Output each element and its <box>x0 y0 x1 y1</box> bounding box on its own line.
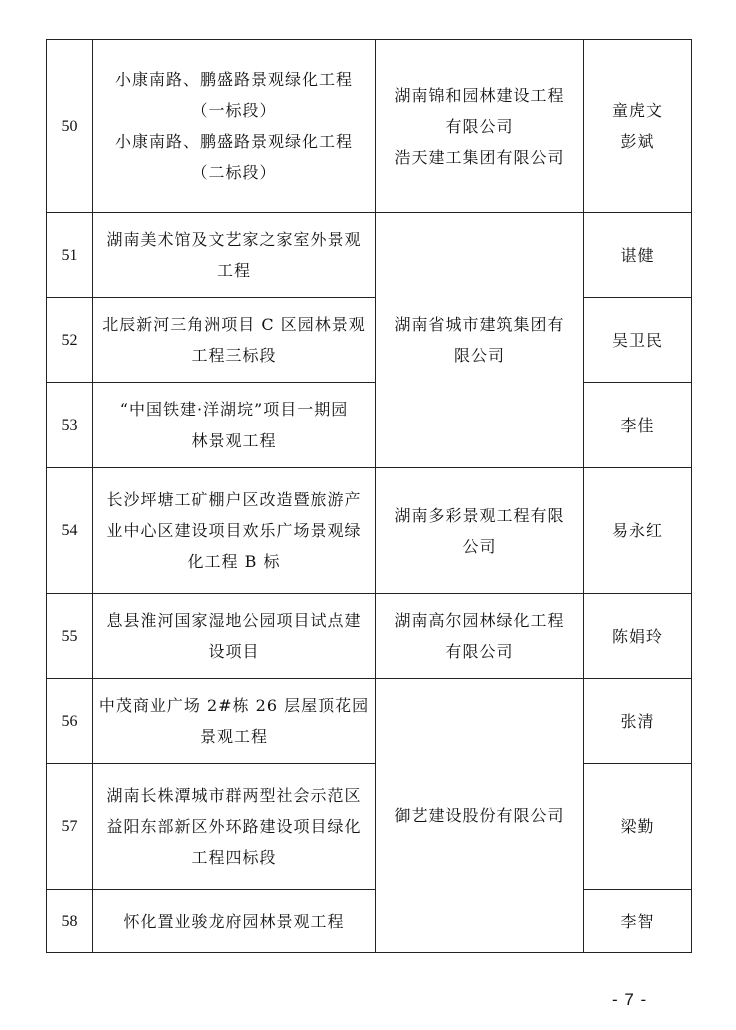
person-name: 张清 <box>584 679 692 764</box>
person-name: 童虎文 彭斌 <box>584 40 692 213</box>
table-row <box>47 764 692 890</box>
company-name: 湖南省城市建筑集团有 限公司 <box>376 213 584 468</box>
person-name: 吴卫民 <box>584 298 692 383</box>
person-name: 易永红 <box>584 468 692 594</box>
table-row <box>47 383 692 468</box>
project-name: 中茂商业广场 2#栋 26 层屋顶花园 景观工程 <box>93 679 376 764</box>
project-name: 长沙坪塘工矿棚户区改造暨旅游产 业中心区建设项目欢乐广场景观绿 化工程 B 标 <box>93 468 376 594</box>
project-name: “中国铁建·洋湖垸”项目一期园 林景观工程 <box>93 383 376 468</box>
person-name: 梁勤 <box>584 764 692 890</box>
company-name: 御艺建设股份有限公司 <box>376 679 584 953</box>
row-number: 52 <box>47 298 93 383</box>
award-table <box>46 39 692 953</box>
project-name: 北辰新河三角洲项目 C 区园林景观 工程三标段 <box>93 298 376 383</box>
person-name: 陈娟玲 <box>584 594 692 679</box>
company-name: 湖南高尔园林绿化工程 有限公司 <box>376 594 584 679</box>
project-name: 息县淮河国家湿地公园项目试点建 设项目 <box>93 594 376 679</box>
table-row <box>47 890 692 953</box>
table-row <box>47 213 692 298</box>
row-number: 53 <box>47 383 93 468</box>
project-name: 怀化置业骏龙府园林景观工程 <box>93 890 376 953</box>
person-name: 谌健 <box>584 213 692 298</box>
row-number: 54 <box>47 468 93 594</box>
project-name: 小康南路、鹏盛路景观绿化工程 （一标段） 小康南路、鹏盛路景观绿化工程 （二标段） <box>93 40 376 213</box>
row-number: 56 <box>47 679 93 764</box>
company-name: 湖南锦和园林建设工程 有限公司 浩天建工集团有限公司 <box>376 40 584 213</box>
table-row <box>47 298 692 383</box>
project-name: 湖南美术馆及文艺家之家室外景观 工程 <box>93 213 376 298</box>
table-row <box>47 594 692 679</box>
row-number: 57 <box>47 764 93 890</box>
person-name: 李佳 <box>584 383 692 468</box>
table-row <box>47 468 692 594</box>
company-name: 湖南多彩景观工程有限 公司 <box>376 468 584 594</box>
row-number: 55 <box>47 594 93 679</box>
row-number: 50 <box>47 40 93 213</box>
row-number: 58 <box>47 890 93 953</box>
row-number: 51 <box>47 213 93 298</box>
table-row <box>47 40 692 213</box>
project-name: 湖南长株潭城市群两型社会示范区 益阳东部新区外环路建设项目绿化 工程四标段 <box>93 764 376 890</box>
page-number: - 7 - <box>612 990 648 1009</box>
table-row <box>47 679 692 764</box>
person-name: 李智 <box>584 890 692 953</box>
